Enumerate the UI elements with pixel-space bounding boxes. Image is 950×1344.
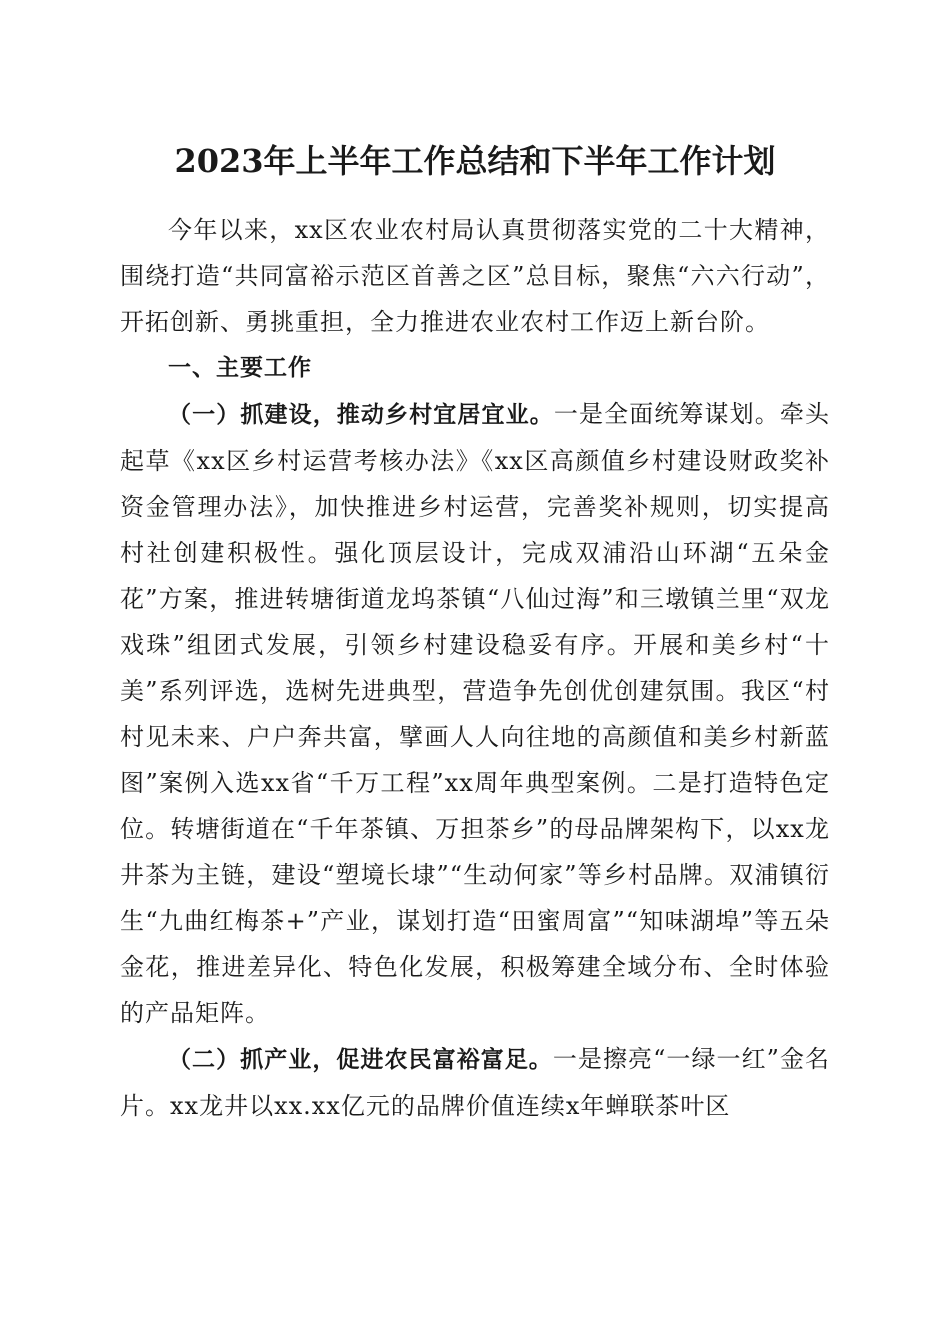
- paragraph-item-1: [120, 391, 830, 1036]
- document-title: 2023年上半年工作总结和下半年工作计划: [174, 142, 776, 180]
- item-2-body: 一是擦亮“一绿一红”金名片。xx龙井以xx.xx亿元的品牌价值连续x年蝉联茶叶区: [120, 1045, 831, 1120]
- paragraph-item-2: [120, 1036, 830, 1129]
- item-1-lead: （一）抓建设，推动乡村宜居宜业。: [168, 402, 554, 428]
- document-body: [120, 207, 830, 1129]
- section-heading-main-work: 一、主要工作: [168, 355, 312, 381]
- item-1-body: 一是全面统筹谋划。牵头起草《xx区乡村运营考核办法》《xx区高颜值乡村建设财政奖补资金管理办法》，加快推进乡村运营，完善奖补规则，切实提高村社创建积极性。强化顶层设计，完成双浦沿山环湖“五朵金花”方案，推进转塘街道龙坞茶镇“八仙过海”和三墩镇兰里“双龙戏珠”组团式发展，引领乡村建设稳妥有序。开展和美乡村“十美”系列评选，选树先进典型，营造争先创优创建氛围。我区“村村见未来、户户奔共富，擘画人人向往地的高颜值和美乡村新蓝图”案例入选xx省“千万工程”xx周年典型案例。二是打造特色定位。转塘街道在“千年茶镇、万担茶乡”的母品牌架构下，以xx龙井茶为主链，建设“塑境长埭”“生动何家”等乡村品牌。双浦镇衍生“九曲红梅茶+”产业，谋划打造“田蜜周富”“知味湖埠”等五朵金花，推进差异化、特色化发展，积极筹建全域分布、全时体验的产品矩阵。: [120, 400, 831, 1027]
- intro-paragraph: 今年以来，xx区农业农村局认真贯彻落实党的二十大精神，围绕打造“共同富裕示范区首善之区”总目标，聚焦“六六行动”，开拓创新、勇挑重担，全力推进农业农村工作迈上新台阶。: [120, 216, 830, 336]
- item-2-lead: （二）抓产业，促进农民富裕富足。: [168, 1047, 553, 1073]
